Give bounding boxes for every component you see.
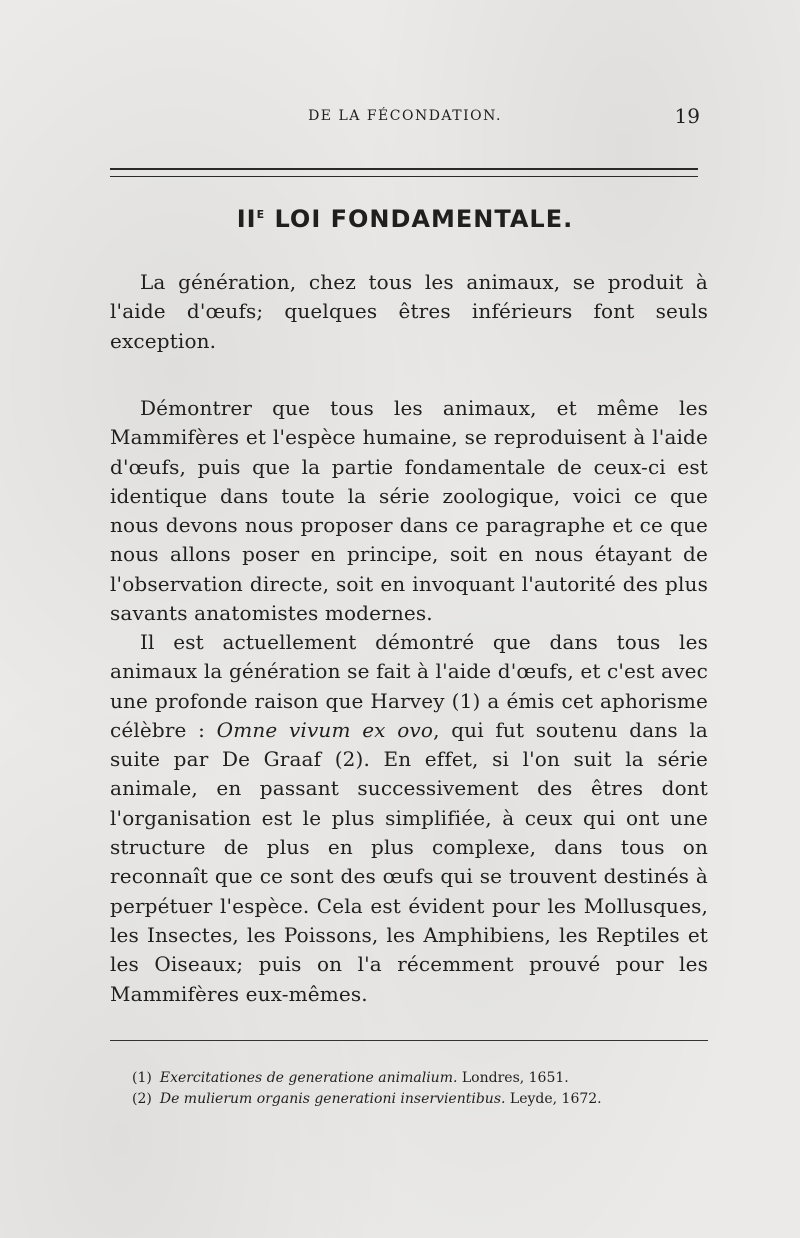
footnote-2 <box>132 1089 722 1110</box>
footnote-1-title: Exercitationes de generatione animalium. <box>159 1070 458 1086</box>
running-title: DE LA FÉCONDATION. <box>308 108 502 124</box>
footnote-rule <box>110 1040 708 1041</box>
paragraph-1 <box>110 394 708 628</box>
paragraph-2 <box>110 628 708 1009</box>
paragraph-1-text: Démontrer que tous les animaux, et même les Mammifères et l'espèce humaine, se reproduisent à l'aide d'œufs, puis que la partie fondamentale de ceux-ci est identique dans toute la série zoologique, voici ce que nous devons nous proposer dans ce paragraphe et ce que nous allons poser en principe, soit en nous étayant de l'observation directe, soit en invoquant l'autorité des plus savants anatomistes modernes. <box>110 396 708 626</box>
law-statement-text: La génération, chez tous les animaux, se produit à l'aide d'œufs; quelques êtres inférieurs font seuls exception. <box>110 270 708 353</box>
paragraph-2-part1: Il est actuellement démontré que dans tous les animaux la génération se fait à l'aide d'œufs, et c'est avec une profonde raison que Harvey (1) a émis cet aphorisme célèbre : <box>110 630 708 742</box>
law-statement <box>110 268 708 356</box>
footnote-1-detail: Londres, 1651. <box>457 1070 569 1086</box>
section-heading <box>110 205 700 233</box>
header-double-rule <box>110 168 698 177</box>
footnote-1-number: (1) <box>132 1070 152 1086</box>
footnote-2-title: De mulierum organis generationi inservientibus. <box>159 1091 506 1107</box>
heading-title: LOI FONDAMENTALE. <box>265 205 574 233</box>
page-number: 19 <box>674 104 700 128</box>
paragraph-2-text <box>110 628 708 1009</box>
running-head <box>110 104 700 128</box>
heading-numeral: II <box>236 205 257 233</box>
footnotes <box>132 1068 722 1110</box>
latin-aphorism: Omne vivum ex ovo <box>216 717 434 742</box>
footnote-2-detail: Leyde, 1672. <box>505 1091 602 1107</box>
heading-superscript: E <box>256 208 266 221</box>
footnote-1 <box>132 1068 722 1089</box>
footnote-2-number: (2) <box>132 1091 152 1107</box>
paragraph-2-part2: , qui fut soutenu dans la suite par De Graaf (2). En effet, si l'on suit la série animale, en passant successivement des êtres dont l'organisation est le plus simplifiée, à ceux qui ont une structure de plus en plus complexe, dans tous on reconnaît que ce sont des œufs qui se trouvent destinés à perpétuer l'espèce. Cela est évident pour les Mollusques, les Insectes, les Poissons, les Amphibiens, les Reptiles et les Oiseaux; puis on l'a récemment prouvé pour les Mammifères eux-mêmes. <box>110 717 708 1006</box>
